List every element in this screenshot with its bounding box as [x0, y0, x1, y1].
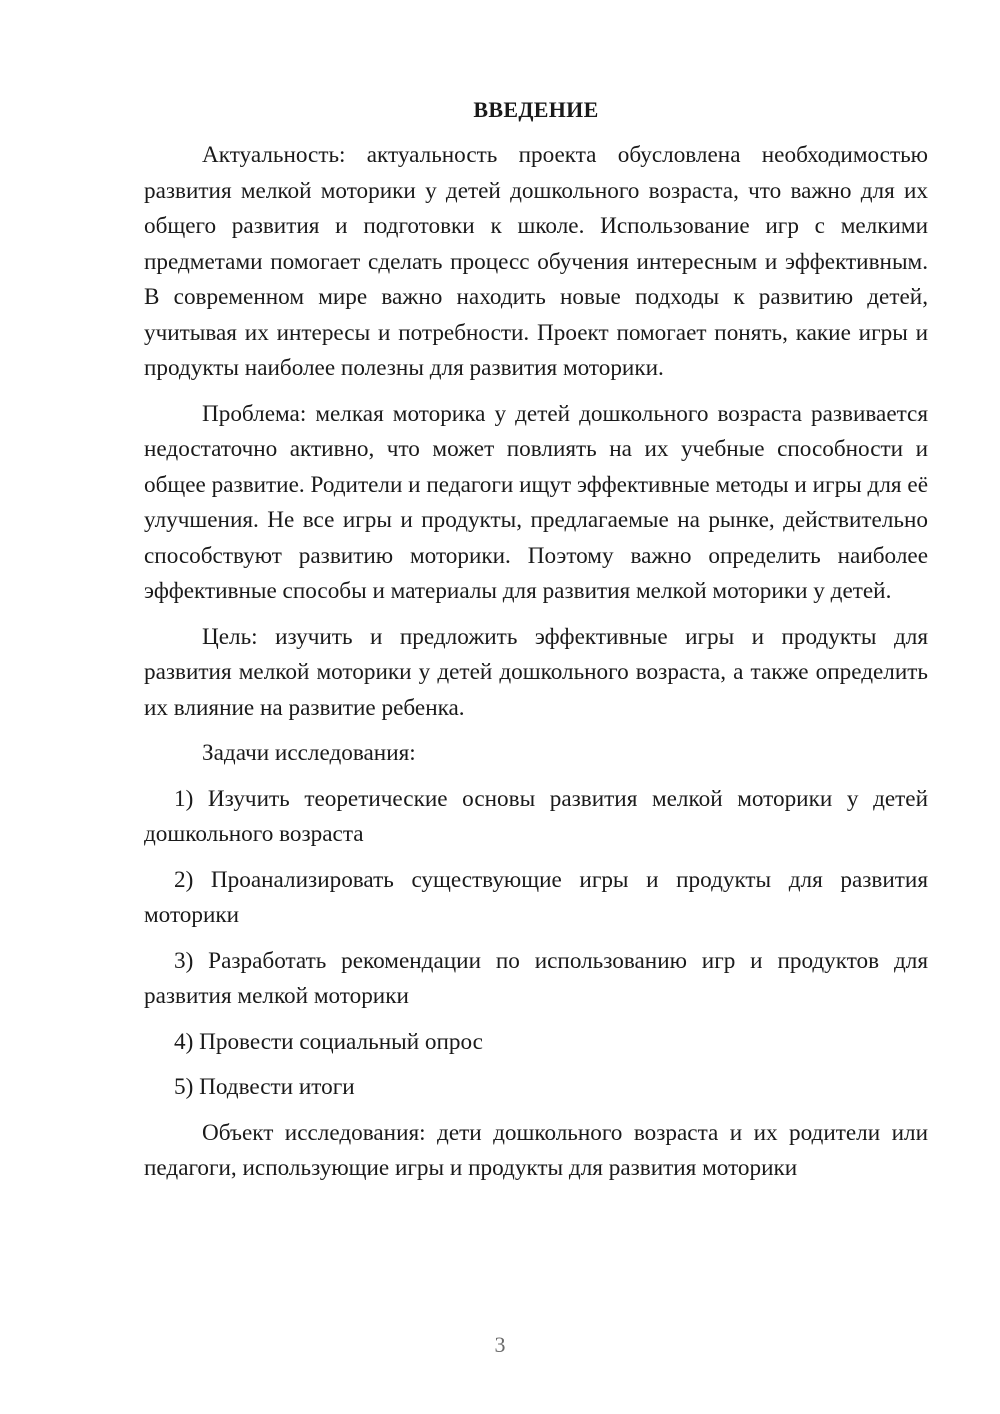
task-item-1: 1) Изучить теоретические основы развития мелкой моторики у детей дошкольного возраста — [144, 785, 928, 847]
relevance-paragraph: Актуальность: актуальность проекта обусловлена необходимостью развития мелкой моторики у детей дошкольного возраста, что важно для их общего развития и подготовки к школе. Использование игр с мелкими предметами помогает сделать процесс обучения интересным и эффективным. В современном мире важно находить новые подходы к развитию детей, учитывая их интересы и потребности. Проект помогает понять, какие игры и продукты наиболее полезны для развития моторики. — [144, 142, 928, 381]
task-item-2: 2) Проанализировать существующие игры и продукты для развития моторики — [144, 866, 928, 928]
task-item-4: 4) Провести социальный опрос — [174, 1028, 483, 1055]
goal-paragraph: Цель: изучить и предложить эффективные игры и продукты для развития мелкой моторики у детей дошкольного возраста, а также определить их влияние на развитие ребенка. — [144, 623, 928, 721]
task-item-5: 5) Подвести итоги — [174, 1074, 355, 1100]
tasks-heading: Задачи исследования: — [202, 740, 416, 766]
problem-paragraph: Проблема: мелкая моторика у детей дошкольного возраста развивается недостаточно активно, что может повлиять на их учебные способности и общее развитие. Родители и педагоги ищут эффективные методы и игры для её улучшения. Не все игры и продукты, предлагаемые на рынке, действительно способствуют развитию моторики. Поэтому важно определить наиболее эффективные способы и материалы для развития мелкой моторики у детей. — [144, 400, 928, 604]
page-title: ВВЕДЕНИЕ — [473, 97, 599, 122]
task-item-3: 3) Разработать рекомендации по использованию игр и продуктов для развития мелкой моторики — [144, 947, 928, 1009]
document-page — [144, 94, 928, 1197]
object-paragraph: Объект исследования: дети дошкольного возраста и их родители или педагоги, использующие игры и продукты для развития моторики — [144, 1119, 928, 1181]
page-number: 3 — [494, 1332, 506, 1357]
